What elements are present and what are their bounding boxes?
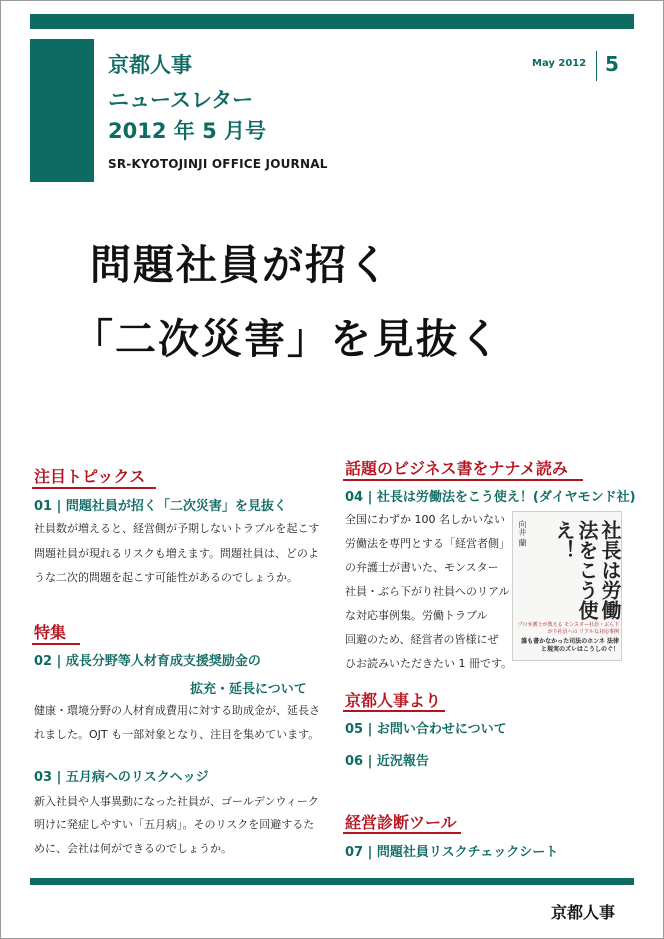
article-link-04[interactable]: 04 | 社長は労働法をこう使え！(ダイヤモンド社)	[345, 490, 636, 505]
article-link-07[interactable]: 07 | 問題社員リスクチェックシート	[345, 845, 559, 860]
newsletter-title-line3: 2012 年 5 月号	[108, 119, 266, 143]
book-summary-line1: 全国にわずか 100 名しかいない	[345, 513, 505, 526]
book-cover-title: 社長は労働法をこう使え！	[552, 520, 622, 620]
article-link-06[interactable]: 06 | 近況報告	[345, 754, 429, 769]
article-link-03[interactable]: 03 | 五月病へのリスクヘッジ	[34, 770, 209, 785]
book-summary-line3: の弁護士が書いた、モンスター	[345, 561, 499, 574]
issue-number: 5	[605, 52, 619, 76]
article-summary-03-line3: めに、会社は何ができるのでしょうか。	[34, 842, 232, 855]
masthead-block	[30, 39, 94, 182]
section-heading-tool: 経営診断ツール	[345, 813, 457, 832]
section-heading-books: 話題のビジネス書をナナメ読み	[345, 459, 568, 478]
issue-date: May 2012	[532, 58, 587, 69]
bottom-bar	[30, 878, 634, 885]
issue-divider	[596, 51, 597, 81]
article-summary-03-line1: 新入社員や人事異動になった社員が、ゴールデンウィーク	[34, 795, 319, 808]
section-rule-books	[343, 479, 583, 481]
book-cover-tagline: 誰も書かなかった司法のホンネ 法律と現実のズレはこうしのぐ！	[521, 638, 619, 653]
section-heading-feature: 特集	[34, 623, 67, 642]
article-link-05[interactable]: 05 | お問い合わせについて	[345, 722, 507, 737]
article-summary-02-line1: 健康・環境分野の人材育成費用に対する助成金が、延長さ	[34, 704, 320, 717]
section-rule-topics	[32, 487, 156, 489]
book-summary-line6: 回避のため、経営者の皆様にぜ	[345, 633, 499, 646]
book-summary-line5: な対応事例集。労働トラブル	[345, 609, 488, 622]
book-summary-line4: 社員・ぶら下がり社員へのリアル	[345, 585, 510, 598]
article-summary-01-line1: 社員数が増えると、経営側が予期しないトラブルを起こす	[34, 522, 320, 535]
footer-office-name: 京都人事	[551, 903, 616, 922]
section-rule-office	[343, 710, 445, 712]
headline-line1: 問題社員が招く	[90, 241, 391, 289]
newsletter-title-line2: ニュースレター	[108, 88, 254, 112]
book-cover-image	[512, 511, 622, 661]
newsletter-title-line1: 京都人事	[108, 53, 192, 77]
article-link-02-line1[interactable]: 02 | 成長分野等人材育成支援奨励金の	[34, 654, 261, 669]
article-summary-02-line2: れました。OJT も一部対象となり、注目を集めています。	[34, 728, 320, 741]
article-summary-01-line2: 問題社員が現れるリスクも増えます。問題社員は、どのよ	[34, 547, 319, 560]
article-link-02-line2[interactable]: 拡充・延長について	[190, 682, 307, 697]
section-rule-feature	[32, 643, 80, 645]
article-summary-03-line2: 明けに発症しやすい「五月病」。そのリスクを回避するた	[34, 818, 315, 831]
headline-line2: 「二次災害」を見抜く	[72, 315, 502, 363]
book-summary-line2: 労働法を専門とする「経営者側」	[345, 537, 510, 550]
article-summary-01-line3: うな二次的問題を起こす可能性があるのでしょうか。	[34, 571, 298, 584]
section-rule-tool	[343, 832, 461, 834]
article-link-01[interactable]: 01 | 問題社員が招く「二次災害」を見抜く	[34, 499, 287, 514]
book-cover-author: 向井 蘭	[518, 520, 527, 547]
top-bar	[30, 14, 634, 29]
book-summary-line7: ひお読みいただきたい 1 冊です。	[345, 657, 513, 670]
book-cover-note: プロ弁護士が教える モンスター社員・ぶら下がり社員への リアルな対応事例	[517, 622, 619, 635]
journal-name: SR-KYOTOJINJI OFFICE JOURNAL	[108, 157, 328, 171]
section-heading-office: 京都人事より	[345, 691, 442, 710]
section-heading-topics: 注目トピックス	[34, 467, 146, 486]
